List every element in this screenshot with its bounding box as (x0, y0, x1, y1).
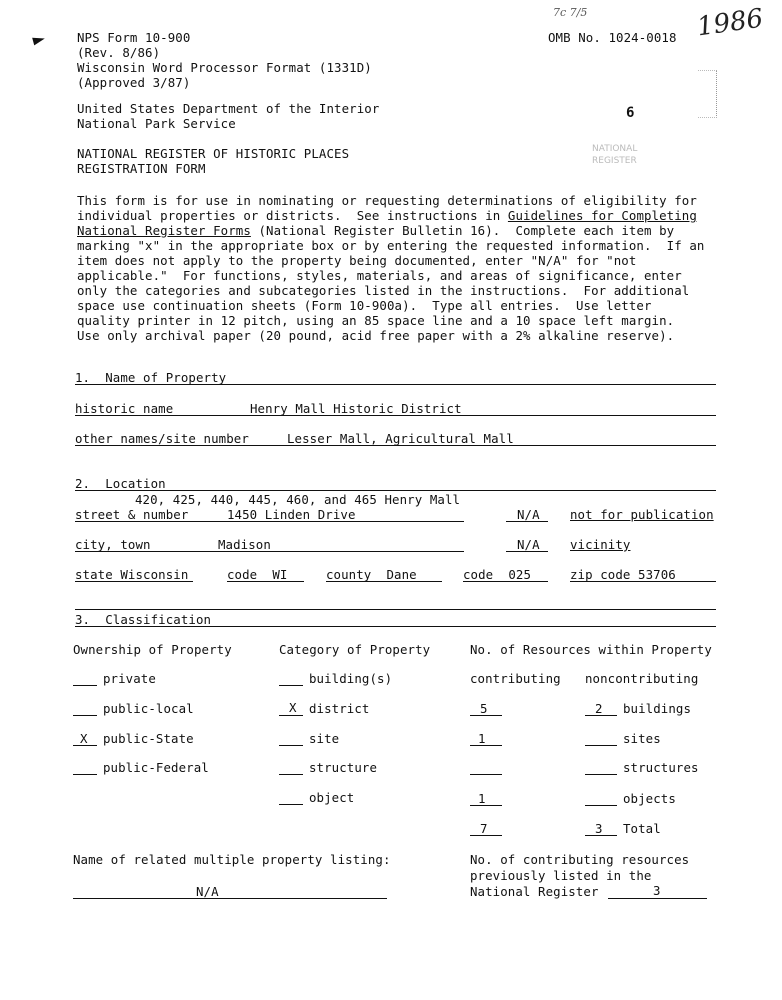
county-code-line (463, 581, 548, 582)
instructions-line: This form is for use in nominating or requesting determinations of eligibility for (77, 193, 697, 208)
resource-structures-label: structures (623, 760, 699, 775)
ownership-public-state-label: public-State (103, 731, 194, 746)
street-label: street & number (75, 507, 189, 522)
other-names-value[interactable]: Lesser Mall, Agricultural Mall (287, 431, 514, 446)
state-code-field[interactable]: code WI (227, 567, 288, 582)
ownership-public-local-checkbox[interactable] (73, 715, 97, 716)
noncontributing-sites-field[interactable] (585, 745, 617, 746)
instructions-line: individual properties or districts. See instructions in Guidelines for Completing (77, 208, 697, 223)
category-building-checkbox[interactable] (279, 685, 303, 686)
zip-field[interactable]: zip code 53706 (570, 567, 676, 582)
form-subtitle: REGISTRATION FORM (77, 161, 206, 176)
resource-total-label: Total (623, 821, 661, 836)
section1-heading: 1. Name of Property (75, 370, 227, 385)
omb-number: OMB No. 1024-0018 (548, 30, 677, 45)
section3-rule (75, 626, 716, 627)
county-code-field[interactable]: code 025 (463, 567, 532, 582)
section2-end-rule (75, 609, 716, 610)
agency-service: National Park Service (77, 116, 236, 131)
resource-sites-label: sites (623, 731, 661, 746)
contributing-structures-field[interactable] (470, 774, 502, 775)
previously-listed-value[interactable]: 3 (653, 883, 661, 898)
form-format: Wisconsin Word Processor Format (1331D) (77, 60, 372, 75)
instructions-line: only the categories and subcategories listed in the instructions. For additional (77, 283, 690, 298)
form-title: NATIONAL REGISTER OF HISTORIC PLACES (77, 146, 350, 161)
city-line (75, 551, 464, 552)
contributing-header: contributing (470, 671, 561, 686)
agency-department: United States Department of the Interior (77, 101, 380, 116)
address-line[interactable]: 420, 425, 440, 445, 460, and 465 Henry Mall (135, 492, 461, 507)
ownership-header: Ownership of Property (73, 642, 232, 657)
state-code-line (227, 581, 304, 582)
category-district-label: district (309, 701, 370, 716)
category-structure-label: structure (309, 760, 378, 775)
noncontributing-total-value: 3 (595, 821, 603, 836)
city-label: city, town (75, 537, 151, 552)
previously-listed-label: previously listed in the (470, 868, 652, 883)
section3-heading: 3. Classification (75, 612, 212, 627)
ownership-public-federal-label: public-Federal (103, 760, 209, 775)
guidelines-link: Guidelines for Completing (507, 208, 697, 223)
stamp-line-1: NATIONAL (592, 144, 638, 154)
street-line (75, 521, 464, 522)
county-field[interactable]: county Dane (326, 567, 417, 582)
ownership-public-local-label: public-local (103, 701, 194, 716)
previously-listed-line (608, 898, 707, 899)
instructions-line: item does not apply to the property being documented, enter "N/A" for "not (77, 253, 637, 268)
ownership-public-federal-checkbox[interactable] (73, 774, 97, 775)
not-for-publication-label: not for publication (570, 507, 714, 522)
city-value[interactable]: Madison (218, 537, 271, 552)
instructions-line: marking "x" in the appropriate box or by entering the requested information. If an (77, 238, 705, 253)
category-object-label: object (309, 790, 355, 805)
category-header: Category of Property (279, 642, 431, 657)
contributing-sites-value: 1 (478, 731, 486, 746)
contributing-buildings-value: 5 (480, 701, 488, 716)
vicinity-label: vicinity (570, 537, 631, 552)
contributing-total-value: 7 (480, 821, 488, 836)
resource-objects-label: objects (623, 791, 676, 806)
na-publication[interactable]: N/A (517, 507, 540, 522)
category-district-checkbox[interactable] (279, 715, 303, 716)
form-revision: (Rev. 8/86) (77, 45, 161, 60)
instructions-line: space use continuation sheets (Form 10-900a). Type all entries. Use letter (77, 298, 652, 313)
form-number: NPS Form 10-900 (77, 30, 191, 45)
historic-name-value[interactable]: Henry Mall Historic District (250, 401, 462, 416)
resource-buildings-label: buildings (623, 701, 692, 716)
category-building-label: building(s) (309, 671, 393, 686)
na-publication-line (506, 521, 548, 522)
resources-header: No. of Resources within Property (470, 642, 712, 657)
stamp-line-2: REGISTER (592, 156, 637, 166)
ownership-public-state-mark: X (80, 731, 88, 746)
state-field[interactable]: state Wisconsin (75, 567, 189, 582)
ownership-private-label: private (103, 671, 156, 686)
other-names-line (75, 445, 716, 446)
other-names-label: other names/site number (75, 431, 249, 446)
section2-rule (75, 490, 716, 491)
historic-name-line (75, 415, 716, 416)
county-line (326, 581, 442, 582)
noncontributing-objects-field[interactable] (585, 805, 617, 806)
category-object-checkbox[interactable] (279, 804, 303, 805)
contributing-objects-field[interactable] (470, 805, 502, 806)
form-approval: (Approved 3/87) (77, 75, 191, 90)
handwritten-note: 7c 7/5 (553, 6, 588, 19)
related-listing-label: Name of related multiple property listing: (73, 852, 391, 867)
instructions-line: applicable." For functions, styles, materials, and areas of significance, enter (77, 268, 682, 283)
stamp-bracket (698, 70, 717, 118)
instructions-line: quality printer in 12 pitch, using an 85 space line and a 10 space left margin. (77, 313, 675, 328)
ownership-private-checkbox[interactable] (73, 685, 97, 686)
related-listing-value[interactable]: N/A (196, 884, 219, 899)
page-mark: 6 (626, 105, 635, 121)
historic-name-label: historic name (75, 401, 174, 416)
section2-heading: 2. Location (75, 476, 166, 491)
handwritten-year: 1986 (695, 3, 765, 43)
arrow-mark-icon (32, 35, 46, 46)
previously-listed-label: National Register (470, 884, 599, 899)
related-listing-line (73, 898, 387, 899)
category-site-checkbox[interactable] (279, 745, 303, 746)
state-line (75, 581, 193, 582)
na-vicinity[interactable]: N/A (517, 537, 540, 552)
contributing-objects-value: 1 (478, 791, 486, 806)
noncontributing-buildings-value: 2 (595, 701, 603, 716)
category-district-mark: X (289, 700, 297, 715)
street-value[interactable]: 1450 Linden Drive (227, 507, 356, 522)
section1-rule (75, 384, 716, 385)
category-site-label: site (309, 731, 340, 746)
zip-line (570, 581, 716, 582)
noncontributing-header: noncontributing (585, 671, 699, 686)
previously-listed-label: No. of contributing resources (470, 852, 690, 867)
contributing-sites-field[interactable] (470, 745, 502, 746)
instructions-line: National Register Forms (National Register Bulletin 16). Complete each item by (77, 223, 675, 238)
noncontributing-structures-field[interactable] (585, 774, 617, 775)
instructions-line: Use only archival paper (20 pound, acid free paper with a 2% alkaline reserve). (77, 328, 675, 343)
category-structure-checkbox[interactable] (279, 774, 303, 775)
guidelines-link-cont: National Register Forms (77, 223, 251, 238)
na-vicinity-line (506, 551, 548, 552)
